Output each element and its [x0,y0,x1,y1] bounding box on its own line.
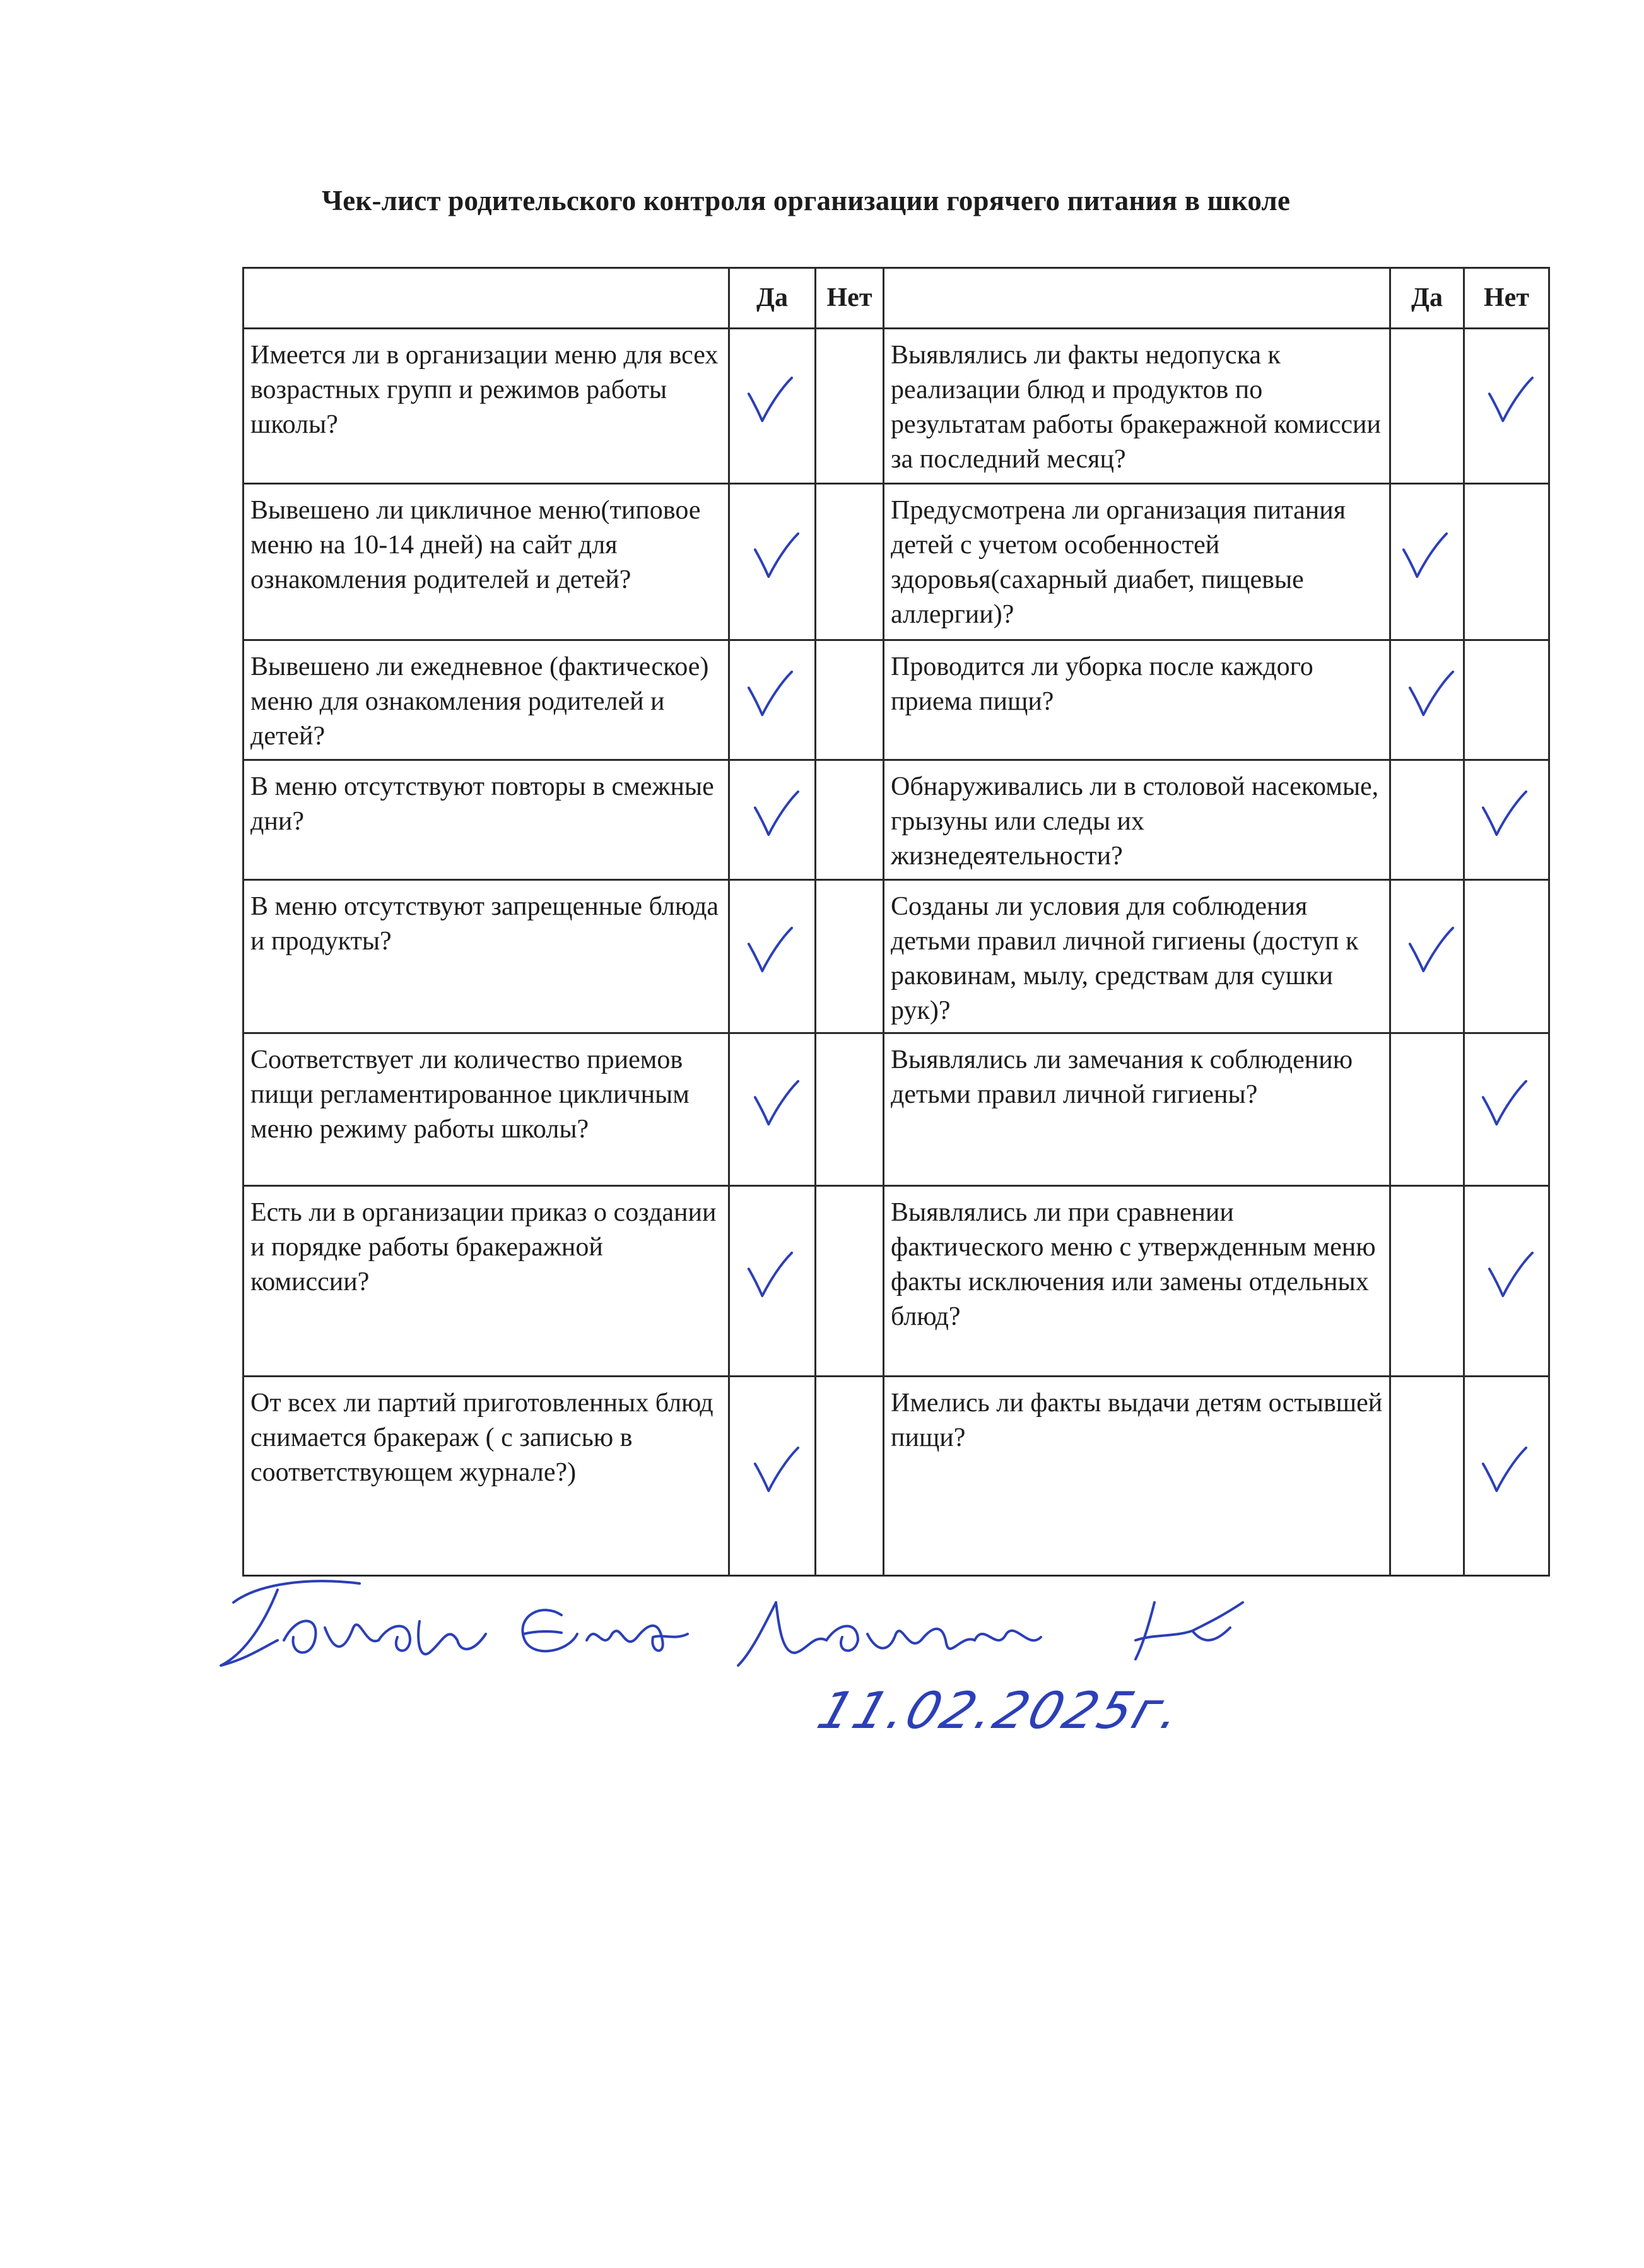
check-mark-icon [1479,1445,1529,1495]
check-mark-icon [1406,925,1455,975]
answer-no-right [1464,880,1549,1033]
question-left: В меню отсутствуют запрещенные блюда и продукты? [244,880,729,1033]
answer-no-left [816,329,884,484]
answer-no-left [816,1033,884,1186]
answer-no-right [1464,1186,1549,1377]
answer-no-right [1464,484,1549,640]
question-right: Имелись ли факты выдачи детям остывшей пищи? [884,1377,1390,1576]
answer-no-right [1464,640,1549,760]
check-mark-icon [751,531,801,580]
check-mark-icon [1406,669,1455,719]
question-right: Выявлялись ли факты недопуска к реализации блюд и продуктов по результатам работы бракеражной комиссии за последний месяц? [884,329,1390,484]
check-mark-icon [751,1079,801,1128]
check-mark-icon [1479,789,1529,838]
answer-yes-left [729,1033,816,1186]
answer-yes-right [1390,640,1464,760]
table-row [244,640,1549,760]
question-right: Выявлялись ли при сравнении фактического меню с утвержденным меню факты исключения или замены отдельных блюд? [884,1186,1390,1377]
table-row [244,760,1549,880]
check-mark-icon [745,925,794,975]
question-right: Обнаруживались ли в столовой насекомые, грызуны или следы их жизнедеятельности? [884,760,1390,880]
answer-yes-left [729,880,816,1033]
question-right: Созданы ли условия для соблюдения детьми правил личной гигиены (доступ к раковинам, мылу, средствам для сушки рук)? [884,880,1390,1033]
answer-no-right [1464,1377,1549,1576]
question-left: От всех ли партий приготовленных блюд снимается бракераж ( с записью в соответствующем журнале?) [244,1377,729,1576]
answer-yes-right [1390,1377,1464,1576]
answer-yes-right [1390,484,1464,640]
answer-yes-left [729,1186,816,1377]
answer-yes-right [1390,329,1464,484]
question-right: Выявлялись ли замечания к соблюдению детьми правил личной гигиены? [884,1033,1390,1186]
question-right: Предусмотрена ли организация питания детей с учетом особенностей здоровья(сахарный диабет, пищевые аллергии)? [884,484,1390,640]
answer-no-right [1464,1033,1549,1186]
table-row [244,1033,1549,1186]
check-mark-icon [1486,1250,1535,1300]
question-left: В меню отсутствуют повторы в смежные дни? [244,760,729,880]
table-row [244,880,1549,1033]
check-mark-icon [745,375,794,425]
answer-no-left [816,640,884,760]
check-mark-icon [1486,375,1535,425]
answer-yes-left [729,640,816,760]
table-row [244,1377,1549,1576]
page-title: Чек-лист родительского контроля организации горячего питания в школе [322,185,1291,216]
question-left: Вывешено ли ежедневное (фактическое) меню для ознакомления родителей и детей? [244,640,729,760]
question-right: Проводится ли уборка после каждого приема пищи? [884,640,1390,760]
check-mark-icon [751,1445,801,1495]
header-question-left [244,268,729,329]
answer-no-right [1464,760,1549,880]
answer-yes-left [729,329,816,484]
answer-yes-left [729,760,816,880]
answer-yes-right [1390,880,1464,1033]
question-left: Вывешено ли цикличное меню(типовое меню на 10-14 дней) на сайт для ознакомления родителей и детей? [244,484,729,640]
answer-no-left [816,760,884,880]
table-row [244,484,1549,640]
signature-date: 11.02.2025г. [810,1681,1192,1740]
answer-no-left [816,1377,884,1576]
check-mark-icon [1479,1079,1529,1128]
table-row [244,329,1549,484]
answer-yes-right [1390,1033,1464,1186]
answer-no-left [816,484,884,640]
answer-no-right [1464,329,1549,484]
header-question-right [884,268,1390,329]
header-yes-left: Да [729,268,816,329]
question-left: Соответствует ли количество приемов пищи регламентированное цикличным меню режиму работы школы? [244,1033,729,1186]
header-yes-right: Да [1390,268,1464,329]
header-no-left: Нет [816,268,884,329]
check-mark-icon [745,669,794,719]
answer-yes-right [1390,760,1464,880]
header-no-right: Нет [1464,268,1549,329]
answer-no-left [816,1186,884,1377]
question-left: Есть ли в организации приказ о создании и порядке работы бракеражной комиссии? [244,1186,729,1377]
answer-yes-left [729,1377,816,1576]
check-mark-icon [745,1250,794,1300]
check-mark-icon [1400,531,1449,580]
checklist-table [242,267,1550,1577]
question-left: Имеется ли в организации меню для всех возрастных групп и режимов работы школы? [244,329,729,484]
answer-no-left [816,880,884,1033]
answer-yes-left [729,484,816,640]
check-mark-icon [751,789,801,838]
table-row [244,1186,1549,1377]
header-row [244,268,1549,329]
answer-yes-right [1390,1186,1464,1377]
